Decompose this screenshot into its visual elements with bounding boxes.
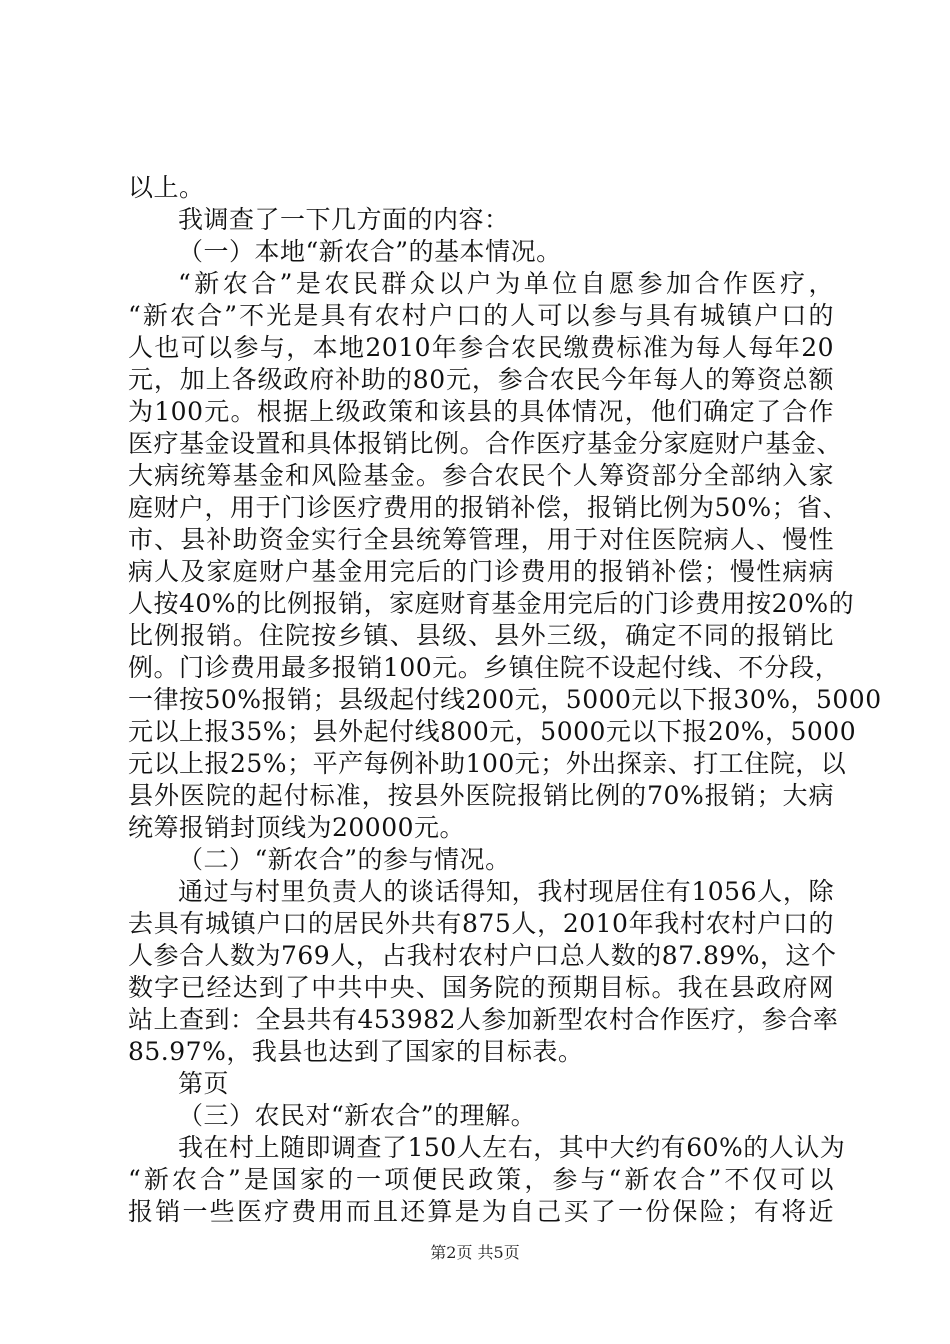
text-line: 人按40%的比例报销，家庭财育基金用完后的门诊费用按20%的	[128, 589, 855, 618]
text-line: 我调查了一下几方面的内容：	[178, 205, 510, 234]
text-line: 市、县补助资金实行全县统筹管理，用于对住医院病人、慢性	[128, 525, 834, 554]
document-body	[128, 172, 882, 1228]
text-line: 大病统筹基金和风险基金。参合农民个人筹资部分全部纳入家	[128, 461, 834, 490]
page-footer	[0, 1240, 950, 1263]
text-line: 报销一些医疗费用而且还算是为自己买了一份保险；有将近	[128, 1197, 834, 1226]
text-line: 县外医院的起付标准，按县外医院报销比例的70%报销；大病	[128, 781, 834, 810]
text-line: 第页	[178, 1069, 230, 1098]
text-line: 例。门诊费用最多报销100元。乡镇住院不设起付线、不分段，	[128, 653, 841, 682]
text-line: “新农合”是农民群众以户为单位自愿参加合作医疗，	[178, 269, 834, 298]
text-line: 医疗基金设置和具体报销比例。合作医疗基金分家庭财户基金、	[128, 429, 843, 458]
text-line: 人也可以参与，本地2010年参合农民缴费标准为每人每年20	[128, 333, 834, 362]
text-line: 去具有城镇户口的居民外共有875人，2010年我村农村户口的	[128, 909, 834, 938]
text-line: 比例报销。住院按乡镇、县级、县外三级，确定不同的报销比	[128, 621, 834, 650]
text-line: 85.97%，我县也达到了国家的目标表。	[128, 1037, 584, 1066]
text-line: （一）本地“新农合”的基本情况。	[178, 237, 562, 266]
text-line: 以上。	[128, 173, 205, 202]
text-line: 统筹报销封顶线为20000元。	[128, 813, 466, 842]
text-line: 人参合人数为769人，占我村农村户口总人数的87.89%，这个	[128, 941, 837, 970]
text-line: 元，加上各级政府补助的80元，参合农民今年每人的筹资总额	[128, 365, 834, 394]
text-line: “新农合”不光是具有农村户口的人可以参与具有城镇户口的	[128, 301, 834, 330]
text-line: （三）农民对“新农合”的理解。	[178, 1101, 537, 1130]
text-line: 数字已经达到了中共中央、国务院的预期目标。我在县政府网	[128, 973, 834, 1002]
text-line: 庭财户，用于门诊医疗费用的报销补偿，报销比例为50%；省、	[128, 493, 849, 522]
text-line: 通过与村里负责人的谈话得知，我村现居住有1056人，除	[178, 877, 834, 906]
text-line: 元以上报35%；县外起付线800元，5000元以下报20%，5000	[128, 717, 857, 746]
text-line: （二）“新农合”的参与情况。	[178, 845, 511, 874]
page-number-label: 第2页 共5页	[430, 1243, 520, 1262]
text-line: 为100元。根据上级政策和该县的具体情况，他们确定了合作	[128, 397, 834, 426]
text-line: 元以上报25%；平产每例补助100元；外出探亲、打工住院，以	[128, 749, 847, 778]
text-line: 站上查到：全县共有453982人参加新型农村合作医疗，参合率	[128, 1005, 839, 1034]
text-line: “新农合”是国家的一项便民政策，参与“新农合”不仅可以	[128, 1165, 834, 1194]
text-line: 我在村上随即调查了150人左右，其中大约有60%的人认为	[178, 1133, 846, 1162]
text-line: 病人及家庭财户基金用完后的门诊费用的报销补偿；慢性病病	[128, 557, 834, 586]
text-line: 一律按50%报销；县级起付线200元，5000元以下报30%，5000	[128, 685, 882, 714]
